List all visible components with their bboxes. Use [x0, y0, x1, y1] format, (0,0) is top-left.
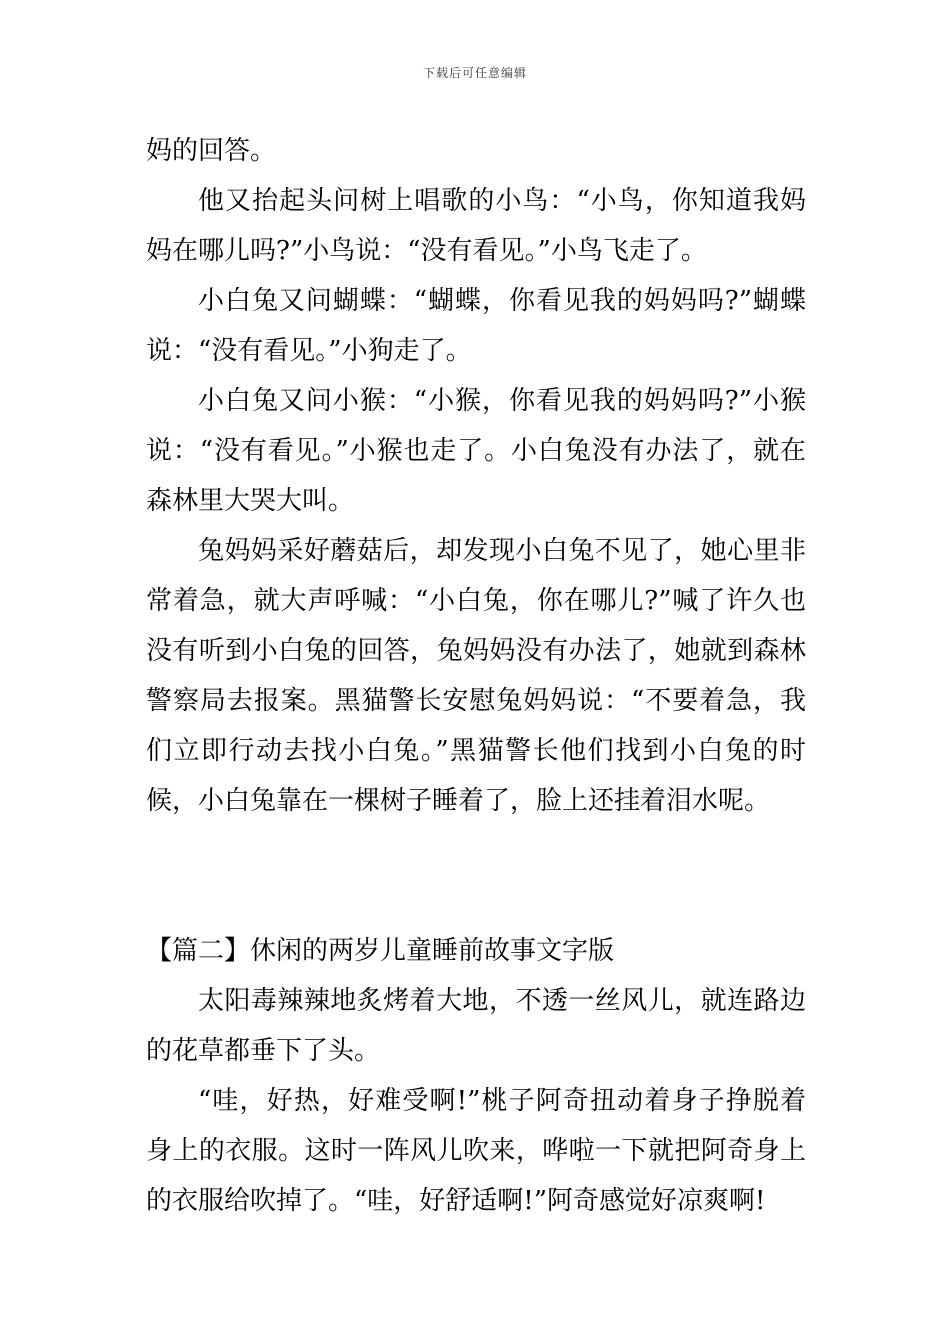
paragraph: “哇，好热，好难受啊!”桃子阿奇扭动着身子挣脱着身上的衣服。这时一阵风儿吹来，哗啦一下就把阿奇身上的衣服给吹掉了。“哇，好舒适啊!”阿奇感觉好凉爽啊!	[146, 1086, 806, 1216]
paragraph: 他又抬起头问树上唱歌的小鸟：“小鸟，你知道我妈妈在哪儿吗?”小鸟说：“没有看见。”小鸟飞走了。	[146, 186, 806, 266]
paragraph: 小白兔又问小猴：“小猴，你看见我的妈妈吗?”小猴说：“没有看见。”小猴也走了。小白兔没有办法了，就在森林里大哭大叫。	[146, 386, 806, 516]
page-header: 下载后可任意编辑	[422, 66, 527, 80]
section-gap	[146, 826, 806, 926]
document-body	[146, 126, 806, 1226]
paragraph: 太阳毒辣辣地炙烤着大地，不透一丝风儿，就连路边的花草都垂下了头。	[146, 986, 806, 1066]
paragraph: 兔妈妈采好蘑菇后，却发现小白兔不见了，她心里非常着急，就大声呼喊：“小白兔，你在哪儿?”喊了许久也没有听到小白兔的回答，兔妈妈没有办法了，她就到森林警察局去报案。黑猫警长安慰兔妈妈说：“不要着急，我们立即行动去找小白兔。”黑猫警长他们找到小白兔的时候，小白兔靠在一棵树子睡着了，脸上还挂着泪水呢。	[146, 536, 806, 816]
paragraph: 妈的回答。	[146, 136, 277, 166]
paragraph: 小白兔又问蝴蝶：“蝴蝶，你看见我的妈妈吗?”蝴蝶说：“没有看见。”小狗走了。	[146, 286, 806, 366]
section-title: 【篇二】休闲的两岁儿童睡前故事文字版	[146, 936, 615, 966]
